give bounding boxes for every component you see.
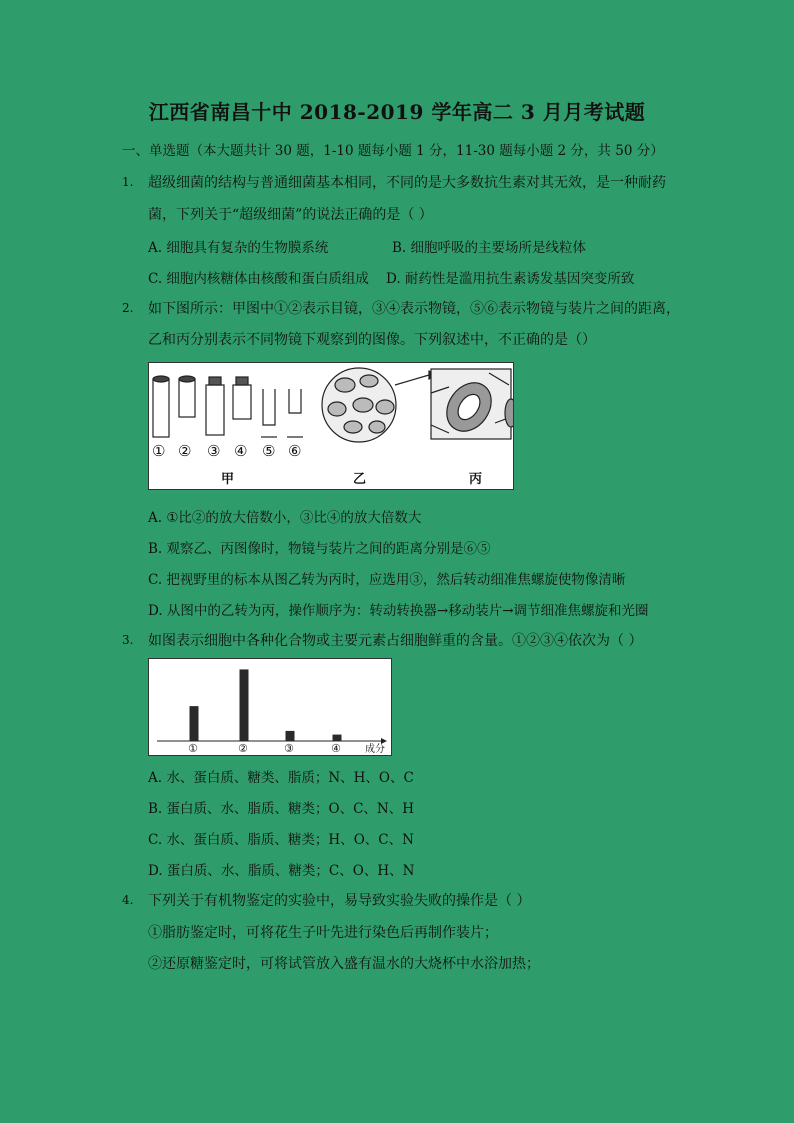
figure-label-jia: 甲 (221, 472, 235, 487)
question-text: 如图表示细胞中各种化合物或主要元素占细胞鲜重的含量。①②③④依次为（ ） (148, 633, 643, 649)
option-b: B. 蛋白质、水、脂质、糖类；O、C、N、H (148, 801, 414, 817)
figure-label-yi: 乙 (353, 472, 367, 487)
option-a: A. ①比②的放大倍数小，③比④的放大倍数大 (148, 510, 422, 526)
option-b: B. 细胞呼吸的主要场所是线粒体 (392, 240, 587, 256)
question-number: 3. (122, 633, 134, 647)
bar-4 (333, 735, 342, 741)
question-text: 菌，下列关于“超级细菌”的说法正确的是（ ） (148, 207, 433, 223)
option-d: D. 从图中的乙转为丙，操作顺序为：转动转换器→移动装片→调节细准焦螺旋和光圈 (148, 603, 649, 619)
option-a: A. 细胞具有复杂的生物膜系统 (148, 240, 329, 256)
option-c: C. 细胞内核糖体由核酸和蛋白质组成 (148, 271, 369, 287)
question-text: ①脂肪鉴定时，可将花生子叶先进行染色后再制作装片； (148, 925, 498, 941)
lens-label: ⑤ (262, 442, 276, 460)
question-text: ②还原糖鉴定时，可将试管放入盛有温水的大烧杯中水浴加热； (148, 956, 540, 972)
lens-label: ④ (234, 442, 248, 460)
question-text: 如下图所示：甲图中①②表示目镜，③④表示物镜，⑤⑥表示物镜与装片之间的距离， (148, 301, 680, 317)
lens-label: ③ (207, 442, 221, 460)
microscope-diagram (149, 363, 513, 489)
question-number: 4. (122, 893, 134, 907)
bar-chart-svg (149, 659, 391, 755)
page-title: 江西省南昌十中 2018-2019 学年高二 3 月月考试题 (148, 100, 646, 124)
bar-chart (148, 658, 392, 756)
question-text: 超级细菌的结构与普通细菌基本相同，不同的是大多数抗生素对其无效，是一种耐药 (148, 175, 666, 191)
option-d: D. 蛋白质、水、脂质、糖类；C、O、H、N (148, 863, 415, 879)
lens-label: ② (178, 442, 192, 460)
question-text: 乙和丙分别表示不同物镜下观察到的图像。下列叙述中，不正确的是（） (148, 332, 596, 348)
question-number: 1. (122, 175, 134, 189)
category-label: ② (238, 742, 248, 755)
question-text: 下列关于有机物鉴定的实验中，易导致实验失败的操作是（ ） (148, 893, 531, 909)
section-heading: 一、单选题（本大题共计 30 题，1-10 题每小题 1 分，11-30 题每小题 2 分，共 50 分） (122, 143, 664, 159)
category-label: ③ (284, 742, 294, 755)
figure-label-bing: 丙 (469, 472, 483, 487)
lens-label: ① (152, 442, 166, 460)
microscope-figure (148, 362, 514, 490)
bar-3 (286, 731, 295, 741)
lens-label: ⑥ (288, 442, 302, 460)
option-c: C. 把视野里的标本从图乙转为丙时，应选用③，然后转动细准焦螺旋使物像清晰 (148, 572, 626, 588)
option-a: A. 水、蛋白质、糖类、脂质；N、H、O、C (148, 770, 414, 786)
option-d: D. 耐药性是滥用抗生素诱发基因突变所致 (386, 271, 635, 287)
category-label: ① (188, 742, 198, 755)
category-label: ④ (331, 742, 341, 755)
bar-1 (190, 706, 199, 741)
option-b: B. 观察乙、丙图像时，物镜与装片之间的距离分别是⑥⑤ (148, 541, 491, 557)
x-axis-label: 成分 (365, 744, 385, 755)
question-number: 2. (122, 301, 134, 315)
bar-2 (240, 669, 249, 741)
option-c: C. 水、蛋白质、脂质、糖类；H、O、C、N (148, 832, 414, 848)
